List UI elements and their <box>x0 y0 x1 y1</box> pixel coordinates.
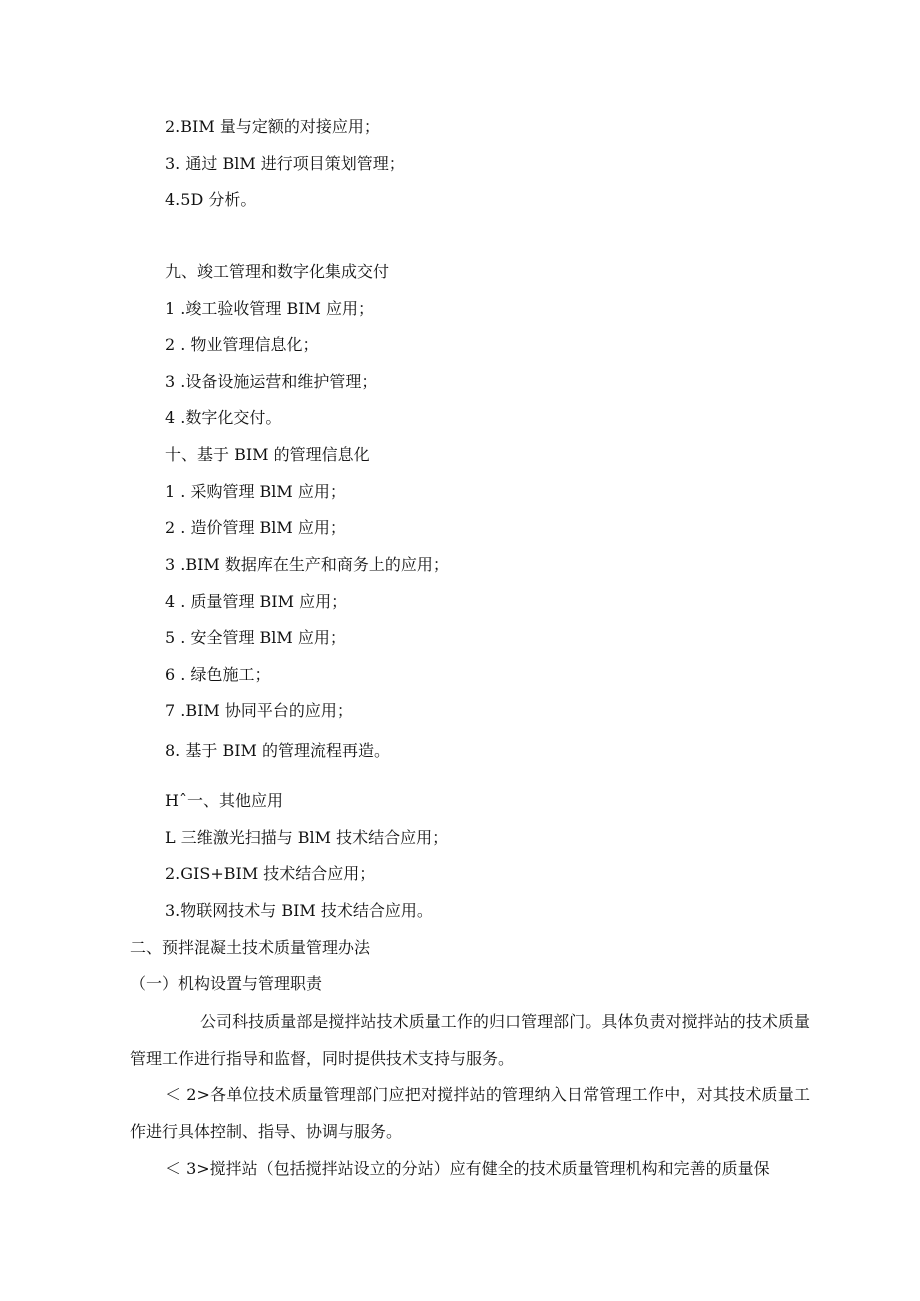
list-item: 5 . 安全管理 BlM 应用； <box>165 628 346 647</box>
list-item: 2 . 物业管理信息化； <box>165 335 319 354</box>
section-heading-concrete: 二、预拌混凝土技术质量管理办法 <box>130 938 371 957</box>
section-heading-other: Hˆ一、其他应用 <box>165 791 283 810</box>
list-item: 8. 基于 BIM 的管理流程再造。 <box>165 741 390 760</box>
paragraph: ＜ 3>搅拌站（包括搅拌站设立的分站）应有健全的技术质量管理机构和完善的质量保 <box>165 1159 770 1178</box>
subsection-heading: （一）机构设置与管理职责 <box>130 974 323 993</box>
list-item: 1 .竣工验收管理 BIM 应用； <box>165 299 374 318</box>
section-heading-completion: 九、竣工管理和数字化集成交付 <box>165 262 390 281</box>
list-item: 2.GIS+BIM 技术结合应用； <box>165 864 376 883</box>
list-item: 4 .数字化交付。 <box>165 408 282 427</box>
list-item: 2 . 造价管理 BlM 应用； <box>165 518 346 537</box>
list-item: 3.物联网技术与 BIM 技术结合应用。 <box>165 901 433 920</box>
list-item: L 三维激光扫描与 BlM 技术结合应用； <box>165 828 449 847</box>
list-item: 6 . 绿色施工； <box>165 665 271 684</box>
list-item: 7 .BIM 协同平台的应用； <box>165 701 353 720</box>
paragraph: 公司科技质量部是搅拌站技术质量工作的归口管理部门。具体负责对搅拌站的技术质量管理工作进行指导和监督，同时提供技术支持与服务。 <box>130 1012 810 1068</box>
section-heading-bim-management: 十、基于 BIM 的管理信息化 <box>165 445 370 464</box>
list-item-5d-analysis: 4.5D 分析。 <box>165 190 257 209</box>
paragraph: ＜ 2>各单位技术质量管理部门应把对搅拌站的管理纳入日常管理工作中，对其技术质量工作进行具体控制、指导、协调与服务。 <box>130 1085 810 1141</box>
list-item: 1 . 采购管理 BlM 应用； <box>165 482 346 501</box>
list-item: 3 .设备设施运营和维护管理； <box>165 372 378 391</box>
list-item: 3 .BIM 数据库在生产和商务上的应用； <box>165 555 449 574</box>
list-item: 4 . 质量管理 BIM 应用； <box>165 592 348 611</box>
list-item-bim-quota: 2.BIM 量与定额的对接应用； <box>165 117 380 136</box>
list-item-project-planning: 3. 通过 BlM 进行项目策划管理； <box>165 154 405 173</box>
